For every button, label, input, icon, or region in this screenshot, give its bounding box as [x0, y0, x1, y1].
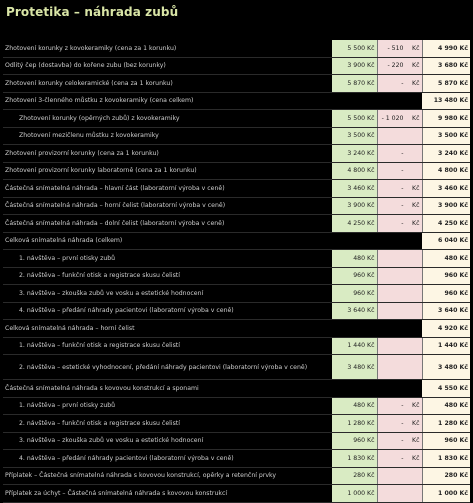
- discount-cell: [377, 75, 422, 93]
- price-cell: 3 640 Kč: [332, 302, 377, 320]
- service-name: Celková snímatelná náhrada (celkem): [3, 232, 332, 250]
- total-cell: 4 800 Kč: [422, 162, 470, 180]
- total-cell: 1 830 Kč: [422, 450, 470, 468]
- service-name: Částečná snímatelná náhrada s kovovou konstrukcí a sponami: [3, 380, 332, 398]
- discount-value: -: [401, 149, 404, 157]
- service-name: Příplatek – Částečná snímatelná náhrada s kovovou konstrukcí, opěrky a retenční prvky: [3, 467, 332, 485]
- price-cell: 5 500 Kč: [332, 110, 377, 128]
- service-name: 2. návštěva – estetické vyhodnocení, předání náhrady pacientovi (laboratorní výroba v ceně): [3, 355, 332, 380]
- service-name: Zhotovení korunky celokeramické (cena za 1 korunku): [3, 75, 332, 93]
- total-cell: 960 Kč: [422, 285, 470, 303]
- price-cell: 480 Kč: [332, 250, 377, 268]
- discount-value: -: [401, 167, 404, 175]
- discount-cell: [377, 302, 422, 320]
- discount-cell: [377, 197, 422, 215]
- total-cell: 960 Kč: [422, 267, 470, 285]
- discount-cell: [377, 415, 422, 433]
- discount-cell: [377, 380, 422, 398]
- table-row: [3, 215, 470, 233]
- discount-cell: [377, 485, 422, 503]
- total-cell: 3 460 Kč: [422, 180, 470, 198]
- discount-cell: [377, 467, 422, 485]
- service-name: Zhotovení provizorní korunky (cena za 1 korunku): [3, 145, 332, 163]
- total-cell: 480 Kč: [422, 397, 470, 415]
- discount-cell: [377, 145, 422, 163]
- total-cell: 3 900 Kč: [422, 197, 470, 215]
- discount-value: -: [401, 402, 404, 410]
- table-row: [3, 337, 470, 355]
- total-cell: 4 990 Kč: [422, 40, 470, 57]
- price-cell: 5 870 Kč: [332, 75, 377, 93]
- discount-value: - 1 020: [381, 114, 404, 122]
- service-name: 2. návštěva – funkční otisk a registrace skusu čelistí: [3, 267, 332, 285]
- table-row: [3, 110, 470, 128]
- service-name: Zhotovení provizorní korunky laboratorně (cena za 1 korunku): [3, 162, 332, 180]
- discount-cell: [377, 110, 422, 128]
- discount-value: -: [401, 202, 404, 210]
- price-cell: 960 Kč: [332, 267, 377, 285]
- discount-value: -: [401, 184, 404, 192]
- service-name: Zhotovení korunky z kovokeramiky (cena za 1 korunku): [3, 40, 332, 57]
- table-row: [3, 145, 470, 163]
- page-title: Protetika – náhrada zubů: [6, 5, 179, 19]
- total-cell: 13 480 Kč: [422, 92, 470, 110]
- price-cell: 3 460 Kč: [332, 180, 377, 198]
- price-cell: 3 900 Kč: [332, 197, 377, 215]
- discount-unit: Kč: [412, 44, 420, 52]
- total-cell: 3 640 Kč: [422, 302, 470, 320]
- discount-value: -: [401, 419, 404, 427]
- table-row: [3, 355, 470, 380]
- total-cell: 5 870 Kč: [422, 75, 470, 93]
- price-cell: 3 900 Kč: [332, 57, 377, 75]
- discount-unit: Kč: [412, 202, 420, 210]
- total-cell: 280 Kč: [422, 467, 470, 485]
- table-row: [3, 485, 470, 503]
- total-cell: 3 240 Kč: [422, 145, 470, 163]
- table-row: [3, 40, 470, 57]
- table-row: [3, 302, 470, 320]
- total-cell: 9 980 Kč: [422, 110, 470, 128]
- total-cell: 4 550 Kč: [422, 380, 470, 398]
- price-cell: 1 280 Kč: [332, 415, 377, 433]
- price-cell: 3 500 Kč: [332, 127, 377, 145]
- discount-unit: Kč: [412, 454, 420, 462]
- service-name: Zhotovení mezičlenu můstku z kovokeramiky: [3, 127, 332, 145]
- table-row: [3, 320, 470, 338]
- discount-cell: [377, 397, 422, 415]
- price-cell: 4 250 Kč: [332, 215, 377, 233]
- price-cell: 960 Kč: [332, 432, 377, 450]
- discount-cell: [377, 40, 422, 57]
- total-cell: 1 000 Kč: [422, 485, 470, 503]
- service-name: Částečná snímatelná náhrada – horní čelist (laboratorní výroba v ceně): [3, 197, 332, 215]
- discount-cell: [377, 180, 422, 198]
- price-cell: 1 440 Kč: [332, 337, 377, 355]
- service-name: Částečná snímatelná náhrada – dolní čelist (laboratorní výroba v ceně): [3, 215, 332, 233]
- table-row: [3, 57, 470, 75]
- discount-value: -: [401, 79, 404, 87]
- service-name: 1. návštěva – první otisky zubů: [3, 397, 332, 415]
- discount-cell: [377, 450, 422, 468]
- discount-cell: [377, 162, 422, 180]
- price-cell: 5 500 Kč: [332, 40, 377, 57]
- service-name: 4. návštěva – předání náhrady pacientovi (laboratorní výroba v ceně): [3, 302, 332, 320]
- price-cell: 3 240 Kč: [332, 145, 377, 163]
- discount-unit: Kč: [412, 419, 420, 427]
- discount-value: -: [401, 219, 404, 227]
- discount-cell: [377, 432, 422, 450]
- service-name: Zhotovení korunky (opěrných zubů) z kovokeramiky: [3, 110, 332, 128]
- discount-unit: Kč: [412, 184, 420, 192]
- total-cell: 480 Kč: [422, 250, 470, 268]
- total-cell: 6 040 Kč: [422, 232, 470, 250]
- discount-value: -: [401, 454, 404, 462]
- discount-unit: Kč: [412, 114, 420, 122]
- total-cell: 3 680 Kč: [422, 57, 470, 75]
- discount-unit: Kč: [412, 402, 420, 410]
- service-name: 1. návštěva – první otisky zubů: [3, 250, 332, 268]
- discount-cell: [377, 285, 422, 303]
- table-row: [3, 467, 470, 485]
- table-row: [3, 450, 470, 468]
- table-row: [3, 162, 470, 180]
- table-row: [3, 180, 470, 198]
- service-name: 2. návštěva – funkční otisk a registrace skusu čelistí: [3, 415, 332, 433]
- discount-unit: Kč: [412, 219, 420, 227]
- total-cell: 4 920 Kč: [422, 320, 470, 338]
- price-cell: 4 800 Kč: [332, 162, 377, 180]
- table-row: [3, 92, 470, 110]
- service-name: Příplatek za úchyt – Částečná snímatelná náhrada s kovovou konstrukcí: [3, 485, 332, 503]
- total-cell: 1 440 Kč: [422, 337, 470, 355]
- price-table: [3, 40, 470, 503]
- discount-cell: [377, 267, 422, 285]
- table-row: [3, 197, 470, 215]
- service-name: 3. návštěva – zkouška zubů ve vosku a estetické hodnocení: [3, 285, 332, 303]
- discount-cell: [377, 355, 422, 380]
- service-name: Zhotovení 3-členného můstku z kovokeramiky (cena celkem): [3, 92, 332, 110]
- discount-cell: [377, 320, 422, 338]
- total-cell: 3 480 Kč: [422, 355, 470, 380]
- table-row: [3, 285, 470, 303]
- table-row: [3, 397, 470, 415]
- discount-cell: [377, 57, 422, 75]
- discount-value: - 220: [387, 62, 404, 70]
- discount-unit: Kč: [412, 79, 420, 87]
- table-row: [3, 380, 470, 398]
- total-cell: 1 280 Kč: [422, 415, 470, 433]
- discount-value: - 510: [387, 44, 404, 52]
- price-cell: [332, 380, 377, 398]
- discount-unit: Kč: [412, 437, 420, 445]
- service-name: 3. návštěva – zkouška zubů ve vosku a estetické hodnocení: [3, 432, 332, 450]
- discount-cell: [377, 250, 422, 268]
- service-name: Celková snímatelná náhrada – horní čelist: [3, 320, 332, 338]
- total-cell: 960 Kč: [422, 432, 470, 450]
- table-row: [3, 232, 470, 250]
- price-cell: [332, 92, 377, 110]
- discount-unit: Kč: [412, 62, 420, 70]
- price-cell: [332, 232, 377, 250]
- service-name: Odlitý čep (dostavba) do kořene zubu (bez korunky): [3, 57, 332, 75]
- service-name: Částečná snímatelná náhrada – hlavní část (laboratorní výroba v ceně): [3, 180, 332, 198]
- table-row: [3, 250, 470, 268]
- price-cell: 3 480 Kč: [332, 355, 377, 380]
- table-row: [3, 127, 470, 145]
- price-cell: 960 Kč: [332, 285, 377, 303]
- table-row: [3, 267, 470, 285]
- table-row: [3, 415, 470, 433]
- total-cell: 4 250 Kč: [422, 215, 470, 233]
- price-cell: [332, 320, 377, 338]
- table-row: [3, 75, 470, 93]
- discount-cell: [377, 232, 422, 250]
- service-name: 1. návštěva – funkční otisk a registrace skusu čelistí: [3, 337, 332, 355]
- discount-value: -: [401, 437, 404, 445]
- discount-cell: [377, 215, 422, 233]
- discount-cell: [377, 127, 422, 145]
- price-cell: 1 000 Kč: [332, 485, 377, 503]
- price-cell: 280 Kč: [332, 467, 377, 485]
- discount-cell: [377, 337, 422, 355]
- total-cell: 3 500 Kč: [422, 127, 470, 145]
- price-cell: 1 830 Kč: [332, 450, 377, 468]
- service-name: 4. návštěva – předání náhrady pacientovi (laboratorní výroba v ceně): [3, 450, 332, 468]
- price-cell: 480 Kč: [332, 397, 377, 415]
- discount-cell: [377, 92, 422, 110]
- table-row: [3, 432, 470, 450]
